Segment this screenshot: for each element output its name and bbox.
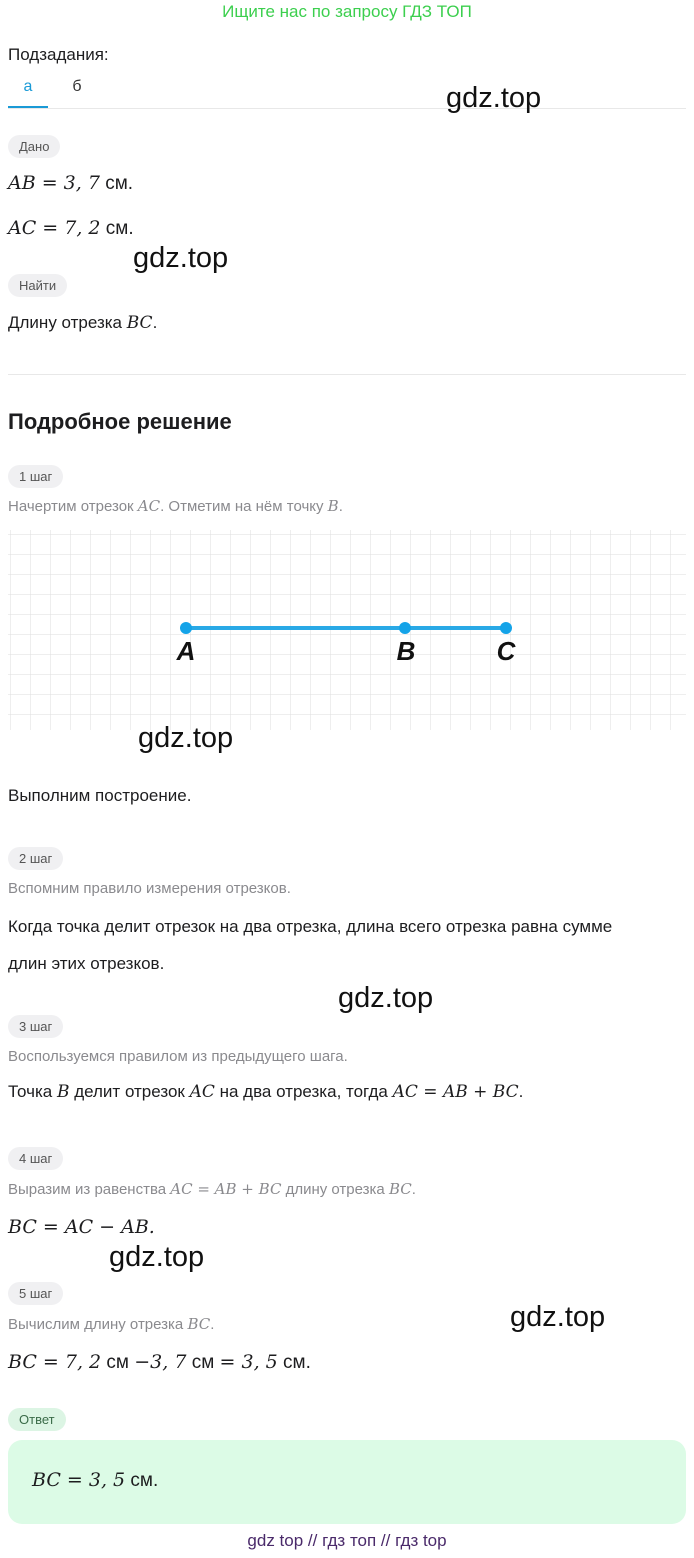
segment-figure [8, 530, 686, 730]
step-1-text: Выполним построение. [8, 786, 192, 805]
point-b [399, 622, 411, 634]
step-3-pill: 3 шаг [8, 1015, 63, 1038]
step-5-hint: Вычислим длину отрезка BC. [8, 1315, 215, 1333]
watermark: gdz.top [338, 982, 434, 1014]
label-b: B [396, 636, 416, 666]
footer-links[interactable]: gdz top // гдз топ // гдз top [247, 1531, 447, 1550]
step-1-hint: Начертим отрезок AC. Отметим на нём точку B. [8, 497, 343, 515]
watermark: gdz.top [510, 1301, 606, 1333]
step-2-pill: 2 шаг [8, 847, 63, 870]
point-a [180, 622, 192, 634]
step-3-text: Точка B делит отрезок AC на два отрезка, тогда AC = AB + BC. [8, 1082, 524, 1102]
given-ab: AB = 3, 7 см. [8, 172, 134, 194]
step-5-formula: BC = 7, 2 см −3, 7 см = 3, 5 см. [8, 1351, 311, 1373]
search-banner: Ищите нас по запросу ГДЗ ТОП [222, 2, 472, 21]
step-3-hint: Воспользуемся правилом из предыдущего шага. [8, 1048, 348, 1065]
watermark: gdz.top [138, 722, 234, 754]
given-pill: Дано [8, 135, 60, 158]
answer-text: BC = 3, 5 см. [32, 1469, 159, 1491]
step-1-pill: 1 шаг [8, 465, 63, 488]
step-4-pill: 4 шаг [8, 1147, 63, 1170]
watermark: gdz.top [446, 82, 542, 114]
answer-pill: Ответ [8, 1408, 66, 1431]
solution-title: Подробное решение [8, 409, 232, 434]
step-2-text-2: длин этих отрезков. [8, 954, 165, 973]
step-4-hint: Выразим из равенства AC = AB + BC длину отрезка BC. [8, 1180, 416, 1198]
watermark: gdz.top [133, 242, 229, 274]
step-2-hint: Вспомним правило измерения отрезков. [8, 880, 291, 897]
label-c: C [496, 636, 516, 666]
divider [8, 374, 686, 375]
find-pill: Найти [8, 274, 67, 297]
watermark: gdz.top [109, 1241, 205, 1273]
point-c [500, 622, 512, 634]
step-2-text-1: Когда точка делит отрезок на два отрезка, длина всего отрезка равна сумме [8, 917, 613, 936]
given-ac: AC = 7, 2 см. [8, 217, 134, 239]
find-text: Длину отрезка BC. [8, 313, 158, 333]
step-4-formula: BC = AC − AB. [8, 1216, 155, 1238]
label-a: A [176, 636, 196, 666]
step-5-pill: 5 шаг [8, 1282, 63, 1305]
tab-a[interactable]: а [23, 78, 33, 95]
tab-b[interactable]: б [72, 78, 82, 95]
subtasks-label: Подзадания: [8, 45, 109, 64]
divider [8, 108, 686, 109]
